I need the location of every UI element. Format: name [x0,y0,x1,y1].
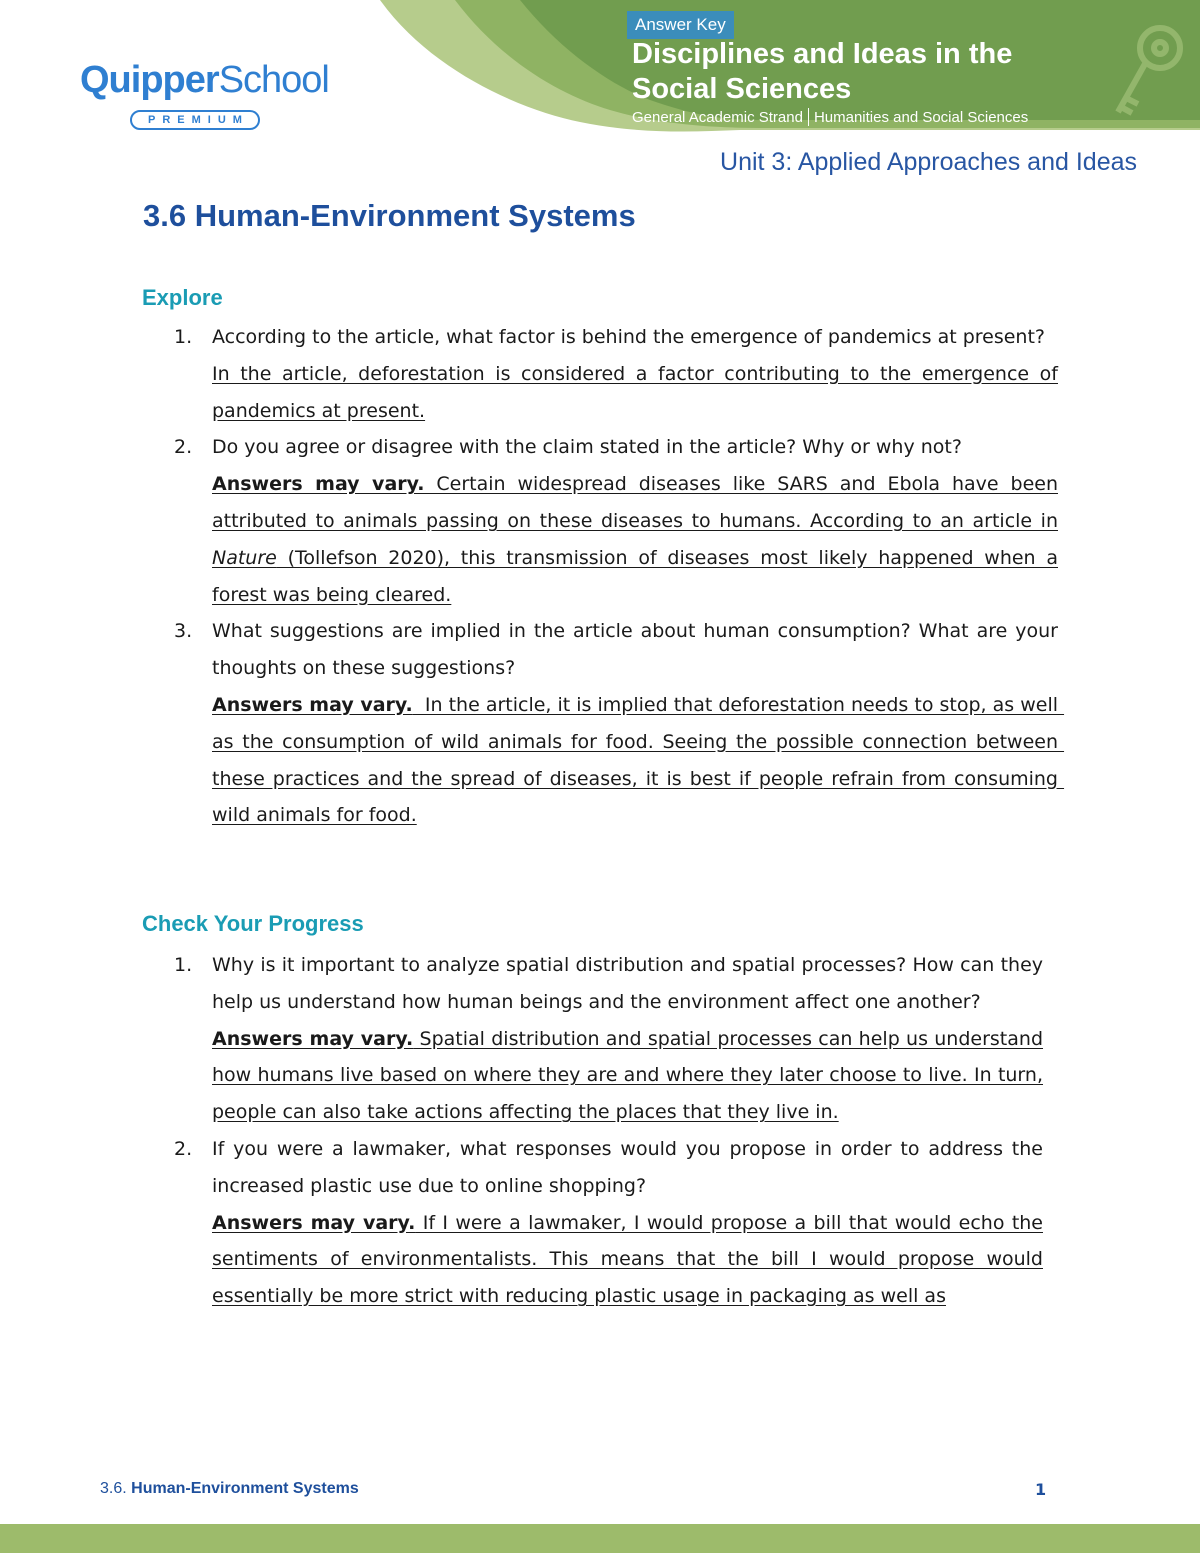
footer-bar [0,1524,1200,1553]
list-item: 1. Why is it important to analyze spatial distribution and spatial processes? How can they help us understand how human beings and the environment affect one another? Answers may vary. Spatial distribution and spatial processes can help us understand how humans live based on where they are and where they later choose to live. In turn, people can also take actions affecting the places that they live in. [0,947,1200,1131]
strand-line: General Academic Strand Humanities and Social Sciences [632,109,1029,126]
answer-key-badge: Answer Key [627,11,734,39]
page-number: 1 [1035,1480,1047,1499]
section-heading-check-your-progress: Check Your Progress [142,911,364,936]
explore-question-list [0,319,1200,834]
question-text: According to the article, what factor is behind the emergence of pandemics at present? [212,326,1046,348]
question-text: Why is it important to analyze spatial distribution and spatial processes? How can they help us understand how human beings and the environment affect one another? [212,954,1043,1013]
section-heading-explore: Explore [142,285,223,310]
answer-text: Answers may vary. If I were a lawmaker, I would propose a bill that would echo the sentiments of environmentalists. This means that the bill I would propose would essentially be more strict with reducing plastic usage in packaging as well as [212,1211,1043,1308]
progress-question-list [0,947,1200,1315]
list-item: 3. What suggestions are implied in the article about human consumption? What are your thoughts on these suggestions? Answers may vary. In the article, it is implied that deforestation needs to stop, as well as the consumption of wild animals for food. Seeing the possible connection between these practices and the spread of diseases, it is best if people refrain from consuming wild animals for food. [0,613,1200,834]
list-item: 2. Do you agree or disagree with the claim stated in the article? Why or why not? Answers may vary. Certain widespread diseases like SARS and Ebola have been attributed to animals passing on these diseases to humans. According to an article in Nature (Tollefson 2020), this transmission of diseases most likely happened when a forest was being cleared. [0,429,1200,613]
question-text: Do you agree or disagree with the claim stated in the article? Why or why not? [212,436,962,459]
subject-title: Disciplines and Ideas in the Social Sciences [632,38,1013,105]
footer-title: 3.6. Human-Environment Systems [100,1480,359,1497]
answer-text: Answers may vary. In the article, it is implied that deforestation needs to stop, as well as the consumption of wild animals for food. Seeing the possible connection between these practices and the spread of diseases, it is best if people refrain from consuming wild animals for food. [212,693,1065,827]
quipper-school-logo: QuipperSchool PREMIUM [80,58,329,102]
key-icon [1108,20,1188,120]
answer-text: Answers may vary. Spatial distribution and spatial processes can help us understand how humans live based on where they are and where they later choose to live. In turn, people can also take actions affecting the places that they live in. [212,1027,1044,1124]
unit-title: Unit 3: Applied Approaches and Ideas [720,148,1137,176]
premium-badge: PREMIUM [130,110,260,130]
list-item: 1. According to the article, what factor is behind the emergence of pandemics at present? In the article, deforestation is considered a factor contributing to the emergence of pandemics at present. [0,319,1200,429]
answer-text: In the article, deforestation is considered a factor contributing to the emergence of pandemics at present. [212,362,1058,422]
question-text: What suggestions are implied in the article about human consumption? What are your thoughts on these suggestions? [212,620,1058,680]
answer-text: Answers may vary. Certain widespread diseases like SARS and Ebola have been attributed to animals passing on these diseases to humans. According to an article in Nature (Tollefson 2020), this transmission of diseases most likely happened when a forest was being cleared. [212,473,1058,606]
question-text: If you were a lawmaker, what responses would you propose in order to address the increased plastic use due to online shopping? [212,1137,1043,1197]
list-item: 2. If you were a lawmaker, what responses would you propose in order to address the increased plastic use due to online shopping? Answers may vary. If I were a lawmaker, I would propose a bill that would echo the sentiments of environmentalists. This means that the bill I would propose would essentially be more strict with reducing plastic usage in packaging as well as [0,1131,1200,1315]
page-title: 3.6 Human-Environment Systems [143,198,636,233]
